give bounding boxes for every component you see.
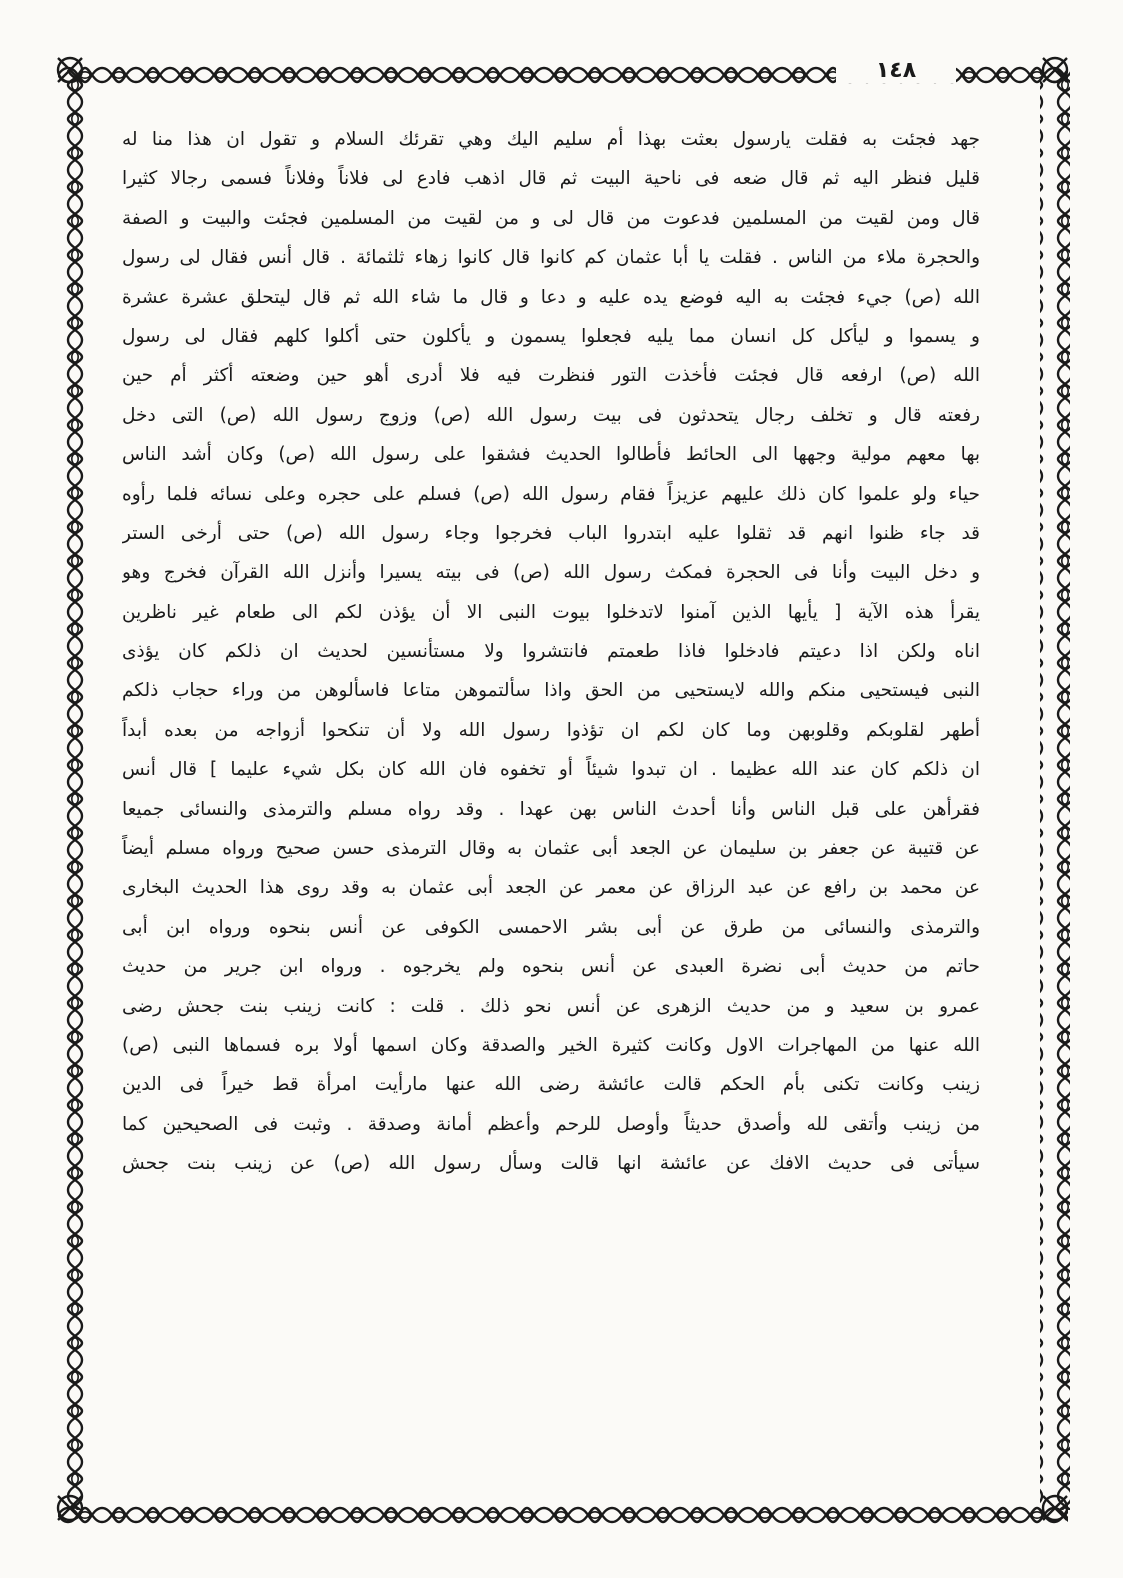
text-line: عمرو بن سعيد و من حديث الزهرى عن أنس نحو ذلك . قلت : كانت زينب بنت جحش رضى [122,995,980,1017]
text-line: قد جاء ظنوا انهم قد ثقلوا عليه ابتدروا الباب فخرجوا وجاء رسول الله (ص) حتى أرخى الستر [122,522,980,544]
text-line: جهد فجئت به فقلت يارسول بعثت بهذا أم سليم اليك وهي تقرئك السلام و تقول ان هذا منا له [122,129,980,150]
text-line: الله عنها من المهاجرات الاول وكانت كثيرة الخير والصدقة وكان اسمها أولا بره فسماها النبى (ص) [122,1034,980,1056]
body-text [122,120,980,1540]
text-line: حاتم من حديث أبى نضرة العبدى عن أنس بنحوه ولم يخرجوه . ورواه ابن جرير من حديث [122,956,980,978]
text-line: قال ومن لقيت من المسلمين فدعوت من قال لى و من لقيت من المسلمين فجئت والبيت و الصفة [122,207,980,229]
text-line: اناه ولكن اذا دعيتم فادخلوا فاذا طعمتم فانتشروا ولا مستأنسين لحديث ان ذلكم كان يؤذى [122,641,980,663]
text-line: رفعته قال و تخلف رجال يتحدثون فى بيت رسول الله (ص) وزوج رسول الله (ص) التى دخل [122,404,980,426]
text-line: أطهر لقلوبكم وقلوبهن وما كان لكم ان تؤذوا رسول الله ولا أن تنكحوا أزواجه من بعده أبداً [122,719,980,741]
text-line: الله (ص) جيء فجئت به اليه فوضع يده عليه و دعا و قال ما شاء الله ثم قال ليتحلق عشرة عشرة [122,286,980,308]
text-line: و دخل البيت وأنا فى الحجرة فمكث رسول الله (ص) فى بيته يسيرا وأنزل الله القرآن فخرج وهو [122,562,980,584]
text-line: عن قتيبة عن جعفر بن سليمان عن الجعد أبى عثمان به وقال الترمذى حسن صحيح ورواه مسلم أيضاً [122,838,980,860]
text-line: قليل فنظر اليه ثم قال ضعه فى ناحية البيت ثم قال اذهب فادع لى فلاناً وفلاناً فسمى رجالا كثيرا [122,168,980,190]
text-line: الله (ص) ارفعه قال فجئت فأخذت التور فنظرت فيه فلا أدرى أهو حين وضعته أكثر أم حين [122,365,980,387]
text-line: عن محمد بن رافع عن عبد الرزاق عن معمر عن الجعد أبى عثمان به وقد روى هذا الحديث البخارى [122,877,980,899]
text-line: حياء ولو علموا كان ذلك عليهم عزيزاً فقام رسول الله (ص) فسلم على حجره وعلى نسائه فلما رأوه [122,483,980,505]
text-line: فقرأهن على قبل الناس وأنا أحدث الناس بهن عهدا . وقد رواه مسلم والترمذى والنسائى جميعا [122,798,980,820]
text-line: والحجرة ملاء من الناس . فقلت يا أبا عثمان كم كانوا قال كانوا زهاء ثلثمائة . قال أنس فقال لى رسول [122,247,980,269]
text-line: بها معهم مولية وجهها الى الحائط فأطالوا الحديث فشقوا على رسول الله (ص) وكان أشد الناس [122,444,980,466]
text-line: سيأتى فى حديث الافك عن عائشة انها قالت وسأل رسول الله (ص) عن زينب بنت جحش [122,1153,980,1175]
text-line: ان ذلكم كان عند الله عظيما . ان تبدوا شيئاً أو تخفوه فان الله كان بكل شيء عليما ] قال أنس [122,759,980,781]
text-line: من زينب وأتقى لله وأصدق حديثاً وأوصل للرحم وأعظم أمانة وصدقة . وثبت فى الصحيحين كما [122,1113,980,1135]
text-line: والترمذى والنسائى من طرق عن أبى بشر الاحمسى الكوفى عن أنس بنحوه ورواه ابن أبى [122,916,980,938]
text-line: و يسموا و ليأكل كل انسان مما يليه فجعلوا يسمون و يأكلون حتى أكلوا كلهم فقال لى رسول [122,325,980,347]
text-line: زينب وكانت تكنى بأم الحكم قالت عائشة رضى الله عنها مارأيت امرأة قط خيراً فى الدين [122,1074,980,1096]
text-line: النبى فيستحيى منكم والله لايستحيى من الحق واذا سألتموهن متاعا فاسألوهن من وراء حجاب ذلكم [122,680,980,702]
page-number: ١٤٨ [836,58,956,83]
text-line: يقرأ هذه الآية [ يأيها الذين آمنوا لاتدخلوا بيوت النبى الا أن يؤذن لكم الى طعام غير ناظرين [122,601,980,623]
